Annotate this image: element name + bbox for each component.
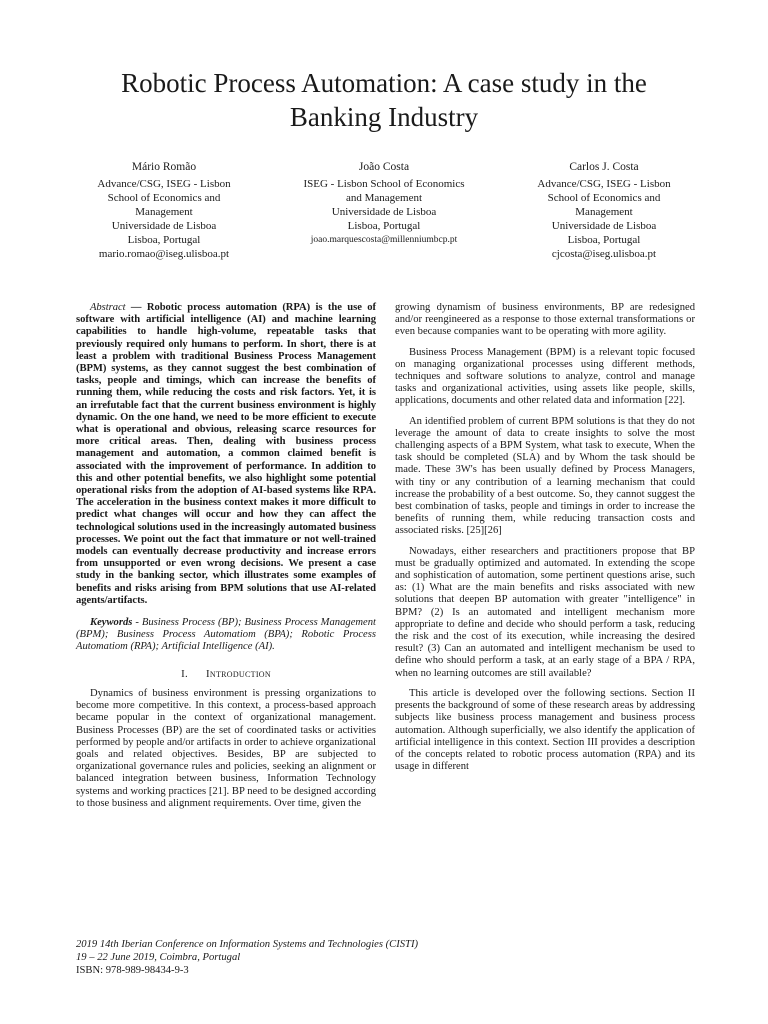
body-paragraph: Dynamics of business environment is pressing organizations to become more competitive. In this context, a process-based approach became popular in the context of organizational management. Business Processes (BP) are the set of coordinated tasks or activities performed by people and/or artifacts in order to achieve organizational goals and related objectives. Besides, BP are subjected to organizational governance rules and policies, seeking an alignment or balanced integration between business, Information Technology systems and working practices [21]. BP need to be designed according to those business and alignment requirements. Over time, given the	[76, 687, 376, 809]
abstract-paragraph	[76, 302, 376, 607]
right-column	[395, 302, 695, 781]
paper-title	[60, 66, 708, 134]
author-affiliation-line: Universidade de Lisboa	[331, 206, 437, 218]
title-line-2: Banking Industry	[289, 102, 479, 132]
abstract-label: Abstract	[90, 302, 126, 313]
author-email: cjcosta@iseg.ulisboa.pt	[551, 248, 657, 260]
author-affiliation-line: School of Economics and	[547, 192, 661, 204]
abstract-text: Robotic process automation (RPA) is the use of software with artificial intelligence (AI) and machine learning capabilities to handle high-volume, repeatable tasks that previously required only humans to perform. In short, there is at least a problem with traditional Business Process Management (BPM) systems, as they cannot suggest the best combination of tasks, people and timings, which can increase the benefits of running them, while reducing the costs and risk factors. Yet, it is an irrefutable fact that the current business environment is highly dynamic. On the one hand, we need to be more efficient to execute what is operational and obvious, releasing scarce resources for more critical areas. Then, dealing with business process management and automation, a common claimed benefit is associated with the improvement of performance. In addition to this and other potential benefits, we also highlight some potential operational risks from the adoption of AI-based systems like RPA. The acceleration in the business context makes it more difficult to predict what changes will occur and how they can affect the technological solutions used in the increasingly automated business processes. We point out the fact that immature or not well-trained models can eventually decrease productivity and increase errors from unsupported or even wrong decisions. We present a case study in the banking sector, which illustrates some examples of benefits and risks arising from BPM solutions that use AI-related agents/artifacts.	[76, 302, 376, 606]
section-number: I.	[181, 667, 188, 680]
title-line-1: Robotic Process Automation: A case study in the	[121, 68, 647, 98]
author-affiliation-line: Management	[575, 206, 633, 218]
footer-isbn: ISBN: 978-989-98434-9-3	[76, 965, 189, 976]
author-block-1	[64, 160, 264, 261]
author-affiliation-line: Lisboa, Portugal	[127, 234, 201, 246]
keywords-label: Keywords	[90, 617, 133, 629]
body-paragraph: Nowadays, either researchers and practitioners propose that BP must be gradually optimized and automated. In extending the scope and sophistication of automation, some pertinent questions arise, such as: (1) What are the main benefits and risks associated with new solutions that deepen BP automation with greater "intelligence" in BPM? (2) Is an automated and intelligent mechanism more appropriate to define and decide who should perform a task, reducing the risk and the cost of its execution, while increasing the desired result? (3) Can an automated and intelligent mechanism be used to define who should perform a task, at an early stage of a BPA / RPA, when no learning outcomes are still available?	[395, 545, 695, 679]
keywords-text: - Business Process (BP); Business Process Management (BPM); Business Process Automatiom (BPA); Robotic Process Automatiom (RPA); Artificial Intelligence (AI).	[76, 617, 376, 653]
author-block-3	[504, 160, 704, 261]
footer-conference: 2019 14th Iberian Conference on Information Systems and Technologies (CISTI)	[76, 939, 419, 950]
author-block-2	[284, 160, 484, 247]
keywords-paragraph	[76, 617, 376, 654]
body-paragraph: This article is developed over the following sections. Section II presents the background of some of these research areas by addressing subjects like business process management and business process automation. Although superficially, we also identify the application of artificial intelligence in this context. Section III provides a description of the concepts related to robotic process automation (RPA) and its usage in different	[395, 687, 695, 773]
author-affiliation-line: and Management	[345, 192, 423, 204]
author-affiliation-line: Management	[135, 206, 193, 218]
conference-footer	[76, 938, 696, 977]
footer-dates: 19 – 22 June 2019, Coimbra, Portugal	[76, 952, 241, 963]
author-affiliation-line: Advance/CSG, ISEG - Lisbon	[537, 178, 671, 190]
author-name: Mário Romão	[131, 161, 197, 173]
section-heading	[76, 668, 376, 680]
section-title: Introduction	[205, 667, 271, 680]
author-affiliation-line: Lisboa, Portugal	[567, 234, 641, 246]
author-affiliation-line: Universidade de Lisboa	[111, 220, 217, 232]
author-affiliation-line: ISEG - Lisbon School of Economics	[303, 178, 465, 190]
body-paragraph: Business Process Management (BPM) is a relevant topic focused on managing organizational processes using different methods, techniques and software solutions to analyze, control and manage tasks and organizational activities, using assets like people, skills, applications, documents and other related data and information [22].	[395, 346, 695, 407]
author-name: Carlos J. Costa	[569, 161, 639, 173]
author-affiliation-line: Advance/CSG, ISEG - Lisbon	[97, 178, 231, 190]
author-email: mario.romao@iseg.ulisboa.pt	[98, 248, 230, 260]
body-paragraph: An identified problem of current BPM solutions is that they do not leverage the amount of data to create insights to solve the most challenging aspects of a BPM System, what task to execute, When the task should be completed (SLA) and by Whom the task should be made. These 3W's has been usually defined by Process Managers, with tiny or any contribution of a learning mechanism that could increase the probability of a best outcome. So, they cannot suggest the best combination of tasks, people and timings in order to increase the benefits of running them, while reducing transaction costs and associated risks. [25][26]	[395, 415, 695, 537]
body-paragraph: growing dynamism of business environments, BP are redesigned and/or reengineered as a response to those external transformations or even because companies want to be operating with more agility.	[395, 302, 695, 338]
author-affiliation-line: Lisboa, Portugal	[347, 220, 421, 232]
author-name: João Costa	[358, 161, 410, 173]
left-column	[76, 302, 376, 818]
abstract-dash: —	[125, 302, 147, 313]
author-affiliation-line: Universidade de Lisboa	[551, 220, 657, 232]
author-affiliation-line: School of Economics and	[107, 192, 221, 204]
author-email: joao.marquescosta@millenniumbcp.pt	[310, 235, 458, 245]
